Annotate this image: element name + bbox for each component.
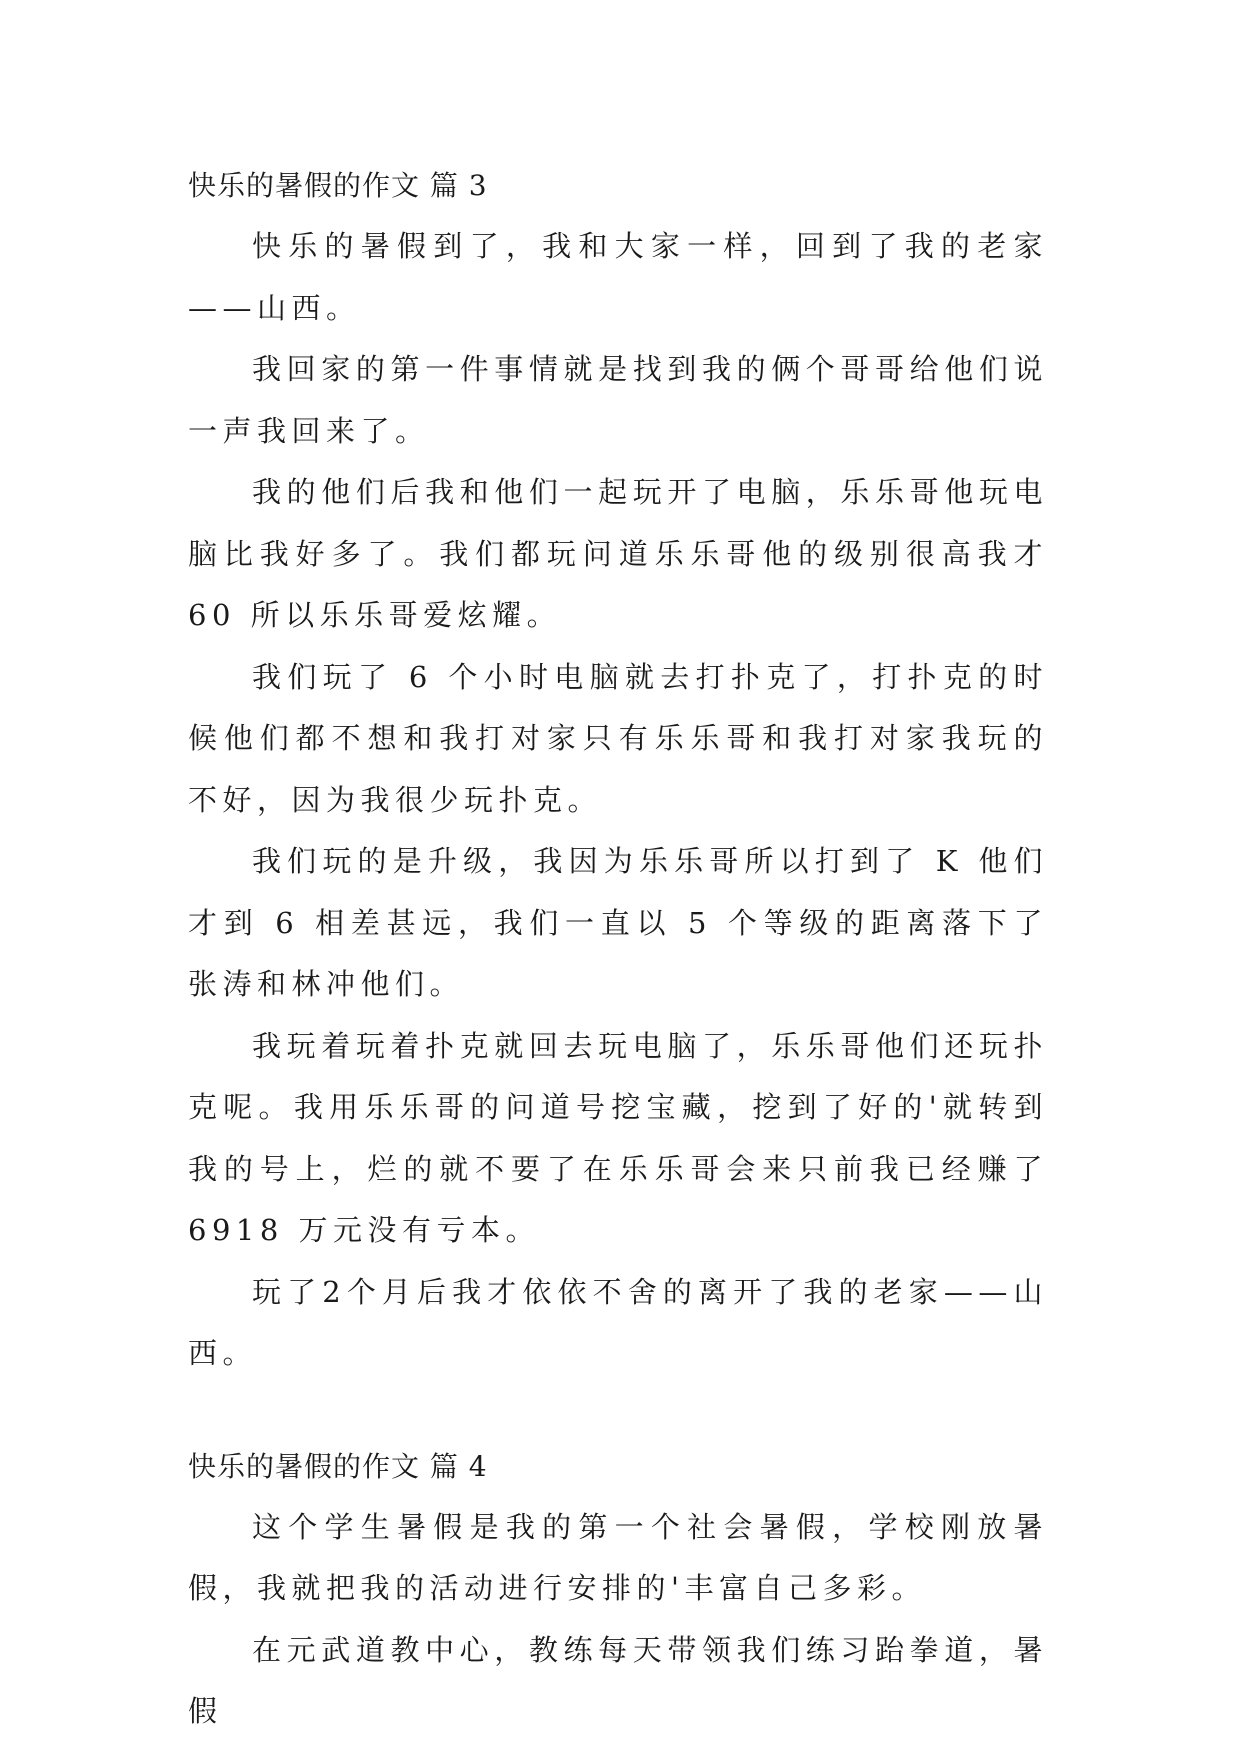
section-heading: 快乐的暑假的作文 篇 3	[188, 169, 488, 202]
paragraph: 快乐的暑假到了，我和大家一样，回到了我的老家——山西。	[188, 229, 1048, 325]
essay-section-3	[188, 156, 1048, 1385]
paragraph: 我们玩的是升级，我因为乐乐哥所以打到了 K 他们才到 6 相差甚远，我们一直以 5 个等级的距离落下了张涛和林冲他们。	[188, 844, 1048, 1001]
paragraph: 这个学生暑假是我的第一个社会暑假，学校刚放暑假，我就把我的活动进行安排的'丰富自己多彩。	[188, 1509, 1048, 1605]
paragraph: 我的他们后我和他们一起玩开了电脑，乐乐哥他玩电脑比我好多了。我们都玩问道乐乐哥他的级别很高我才 60 所以乐乐哥爱炫耀。	[188, 475, 1048, 632]
paragraph: 我们玩了 6 个小时电脑就去打扑克了，打扑克的时候他们都不想和我打对家只有乐乐哥和我打对家我玩的不好，因为我很少玩扑克。	[188, 659, 1048, 817]
document-content	[188, 156, 1048, 1743]
paragraph: 在元武道教中心，教练每天带领我们练习跆拳道，暑假	[188, 1632, 1048, 1728]
section-heading: 快乐的暑假的作文 篇 4	[188, 1449, 488, 1483]
paragraph: 玩了2个月后我才依依不舍的离开了我的老家——山西。	[188, 1274, 1048, 1370]
essay-section-4	[188, 1437, 1048, 1743]
section-spacer	[188, 1385, 1048, 1437]
paragraph: 我回家的第一件事情就是找到我的俩个哥哥给他们说一声我回来了。	[188, 352, 1048, 448]
paragraph: 我玩着玩着扑克就回去玩电脑了，乐乐哥他们还玩扑克呢。我用乐乐哥的问道号挖宝藏，挖到了好的'就转到我的号上，烂的就不要了在乐乐哥会来只前我已经赚了 6918 万元没有亏本。	[188, 1028, 1048, 1247]
